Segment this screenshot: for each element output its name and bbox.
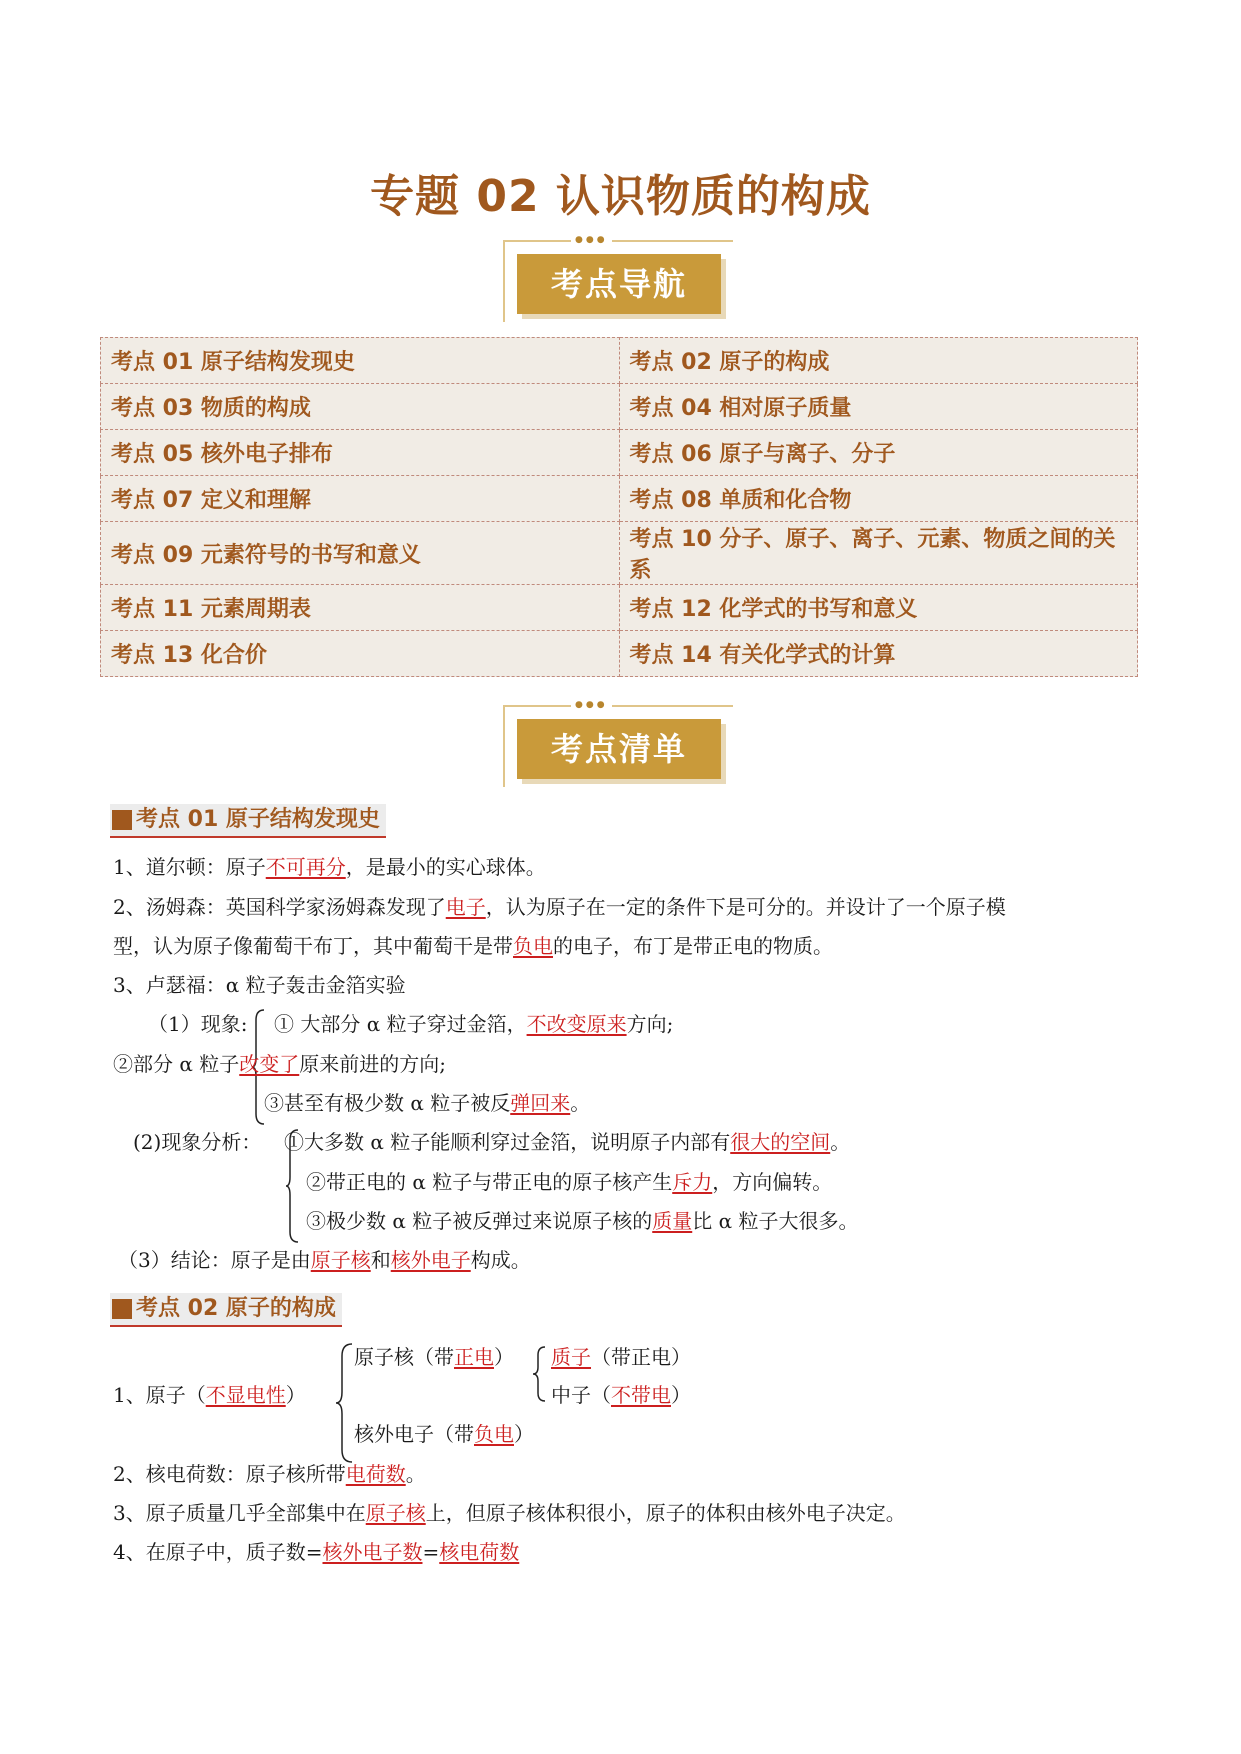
answer-blank: 负电 [474, 1422, 514, 1446]
nav-row [101, 522, 1138, 585]
text-line: 3、原子质量几乎全部集中在原子核上，但原子核体积很小，原子的体积由核外电子决定。 [113, 1501, 906, 1525]
nav-topic-item: 考点 14 有关化学式的计算 [619, 631, 1138, 677]
nucleus-label: 原子核（带正电） [354, 1345, 514, 1369]
answer-blank: 不可再分 [265, 855, 346, 879]
nav-topic-item: 考点 06 原子与离子、分子 [619, 430, 1138, 476]
answer-blank: 电荷数 [345, 1462, 406, 1486]
square-bullet-icon [112, 1299, 132, 1319]
text-line: （3）结论：原子是由原子核和核外电子构成。 [118, 1248, 531, 1272]
nav-topic-item: 考点 07 定义和理解 [101, 476, 620, 522]
nav-topic-item: 考点 13 化合价 [101, 631, 620, 677]
atom-label: 1、原子（不显电性） [113, 1383, 306, 1407]
nav-row [101, 476, 1138, 522]
answer-blank: 斥力 [672, 1170, 713, 1194]
neutron-label: 中子（不带电） [551, 1383, 691, 1407]
nav-topic-item: 考点 03 物质的构成 [101, 384, 620, 430]
section-heading-label: 考点 01 原子结构发现史 [136, 807, 380, 832]
text-line: 1、道尔顿：原子不可再分，是最小的实心球体。 [113, 855, 546, 879]
text-line: ③甚至有极少数 α 粒子被反弹回来。 [264, 1091, 591, 1115]
electron-label: 核外电子（带负电） [354, 1422, 534, 1446]
nav-topic-item: 考点 05 核外电子排布 [101, 430, 620, 476]
text-line: 4、在原子中，质子数=核外电子数=核电荷数 [113, 1540, 520, 1564]
list-banner [503, 700, 735, 789]
answer-blank: 不改变原来 [526, 1012, 627, 1036]
square-bullet-icon [112, 810, 132, 830]
brace-icon [336, 1342, 354, 1464]
nav-topic-item: 考点 08 单质和化合物 [619, 476, 1138, 522]
nav-banner [503, 235, 735, 324]
nav-topic-item: 考点 02 原子的构成 [619, 338, 1138, 384]
answer-blank: 很大的空间 [730, 1130, 831, 1154]
list-banner-label: 考点清单 [550, 730, 687, 768]
page-title: 专题 02 认识物质的构成 [370, 171, 871, 222]
text-line: ②部分 α 粒子改变了原来前进的方向; [113, 1052, 446, 1076]
answer-blank: 核外电子 [390, 1248, 471, 1272]
answer-blank: 弹回来 [510, 1091, 571, 1115]
answer-blank: 正电 [454, 1345, 494, 1369]
section-heading-01 [110, 804, 386, 838]
phenomenon-label: （1）现象: [148, 1012, 248, 1036]
answer-blank: 改变了 [239, 1052, 300, 1076]
nav-topic-item: 考点 10 分子、原子、离子、元素、物质之间的关系 [619, 522, 1138, 585]
text-line: ③极少数 α 粒子被反弹过来说原子核的质量比 α 粒子大很多。 [306, 1209, 859, 1233]
dots-decoration: ●●● [571, 700, 612, 710]
nav-topic-item: 考点 09 元素符号的书写和意义 [101, 522, 620, 585]
analysis-label: (2)现象分析： [133, 1130, 262, 1154]
answer-blank: 原子核 [365, 1501, 426, 1525]
answer-blank: 不带电 [611, 1383, 671, 1407]
nav-topic-item: 考点 04 相对原子质量 [619, 384, 1138, 430]
text-line: ②带正电的 α 粒子与带正电的原子核产生斥力，方向偏转。 [306, 1170, 833, 1194]
answer-blank: 原子核 [310, 1248, 371, 1272]
answer-blank: 电子 [445, 895, 486, 919]
answer-blank: 不显电性 [205, 1383, 286, 1407]
nav-row [101, 384, 1138, 430]
answer-blank: 质量 [652, 1209, 693, 1233]
proton-label: 质子（带正电） [551, 1345, 691, 1369]
text-line: 2、汤姆森：英国科学家汤姆森发现了电子，认为原子在一定的条件下是可分的。并设计了一个原子模 [113, 895, 1006, 919]
section-heading-02 [110, 1293, 342, 1327]
answer-blank: 核外电子数 [322, 1540, 423, 1564]
nav-topic-item: 考点 01 原子结构发现史 [101, 338, 620, 384]
nav-row [101, 430, 1138, 476]
nav-row [101, 338, 1138, 384]
text-line: ①大多数 α 粒子能顺利穿过金箔，说明原子内部有很大的空间。 [284, 1130, 851, 1154]
dots-decoration: ●●● [571, 235, 612, 245]
answer-blank: 核电荷数 [439, 1540, 520, 1564]
nav-banner-label: 考点导航 [550, 265, 687, 303]
text-line: 3、卢瑟福：α 粒子轰击金箔实验 [113, 973, 406, 997]
text-line: 2、核电荷数：原子核所带电荷数。 [113, 1462, 426, 1486]
text-line: 型，认为原子像葡萄干布丁，其中葡萄干是带负电的电子，布丁是带正电的物质。 [113, 934, 833, 958]
nav-row [101, 631, 1138, 677]
answer-blank: 负电 [513, 934, 553, 958]
brace-icon [533, 1345, 547, 1403]
section-heading-label: 考点 02 原子的构成 [136, 1296, 336, 1321]
nav-row [101, 585, 1138, 631]
answer-blank: 质子 [551, 1345, 591, 1369]
topic-nav-table [100, 337, 1138, 677]
nav-topic-item: 考点 11 元素周期表 [101, 585, 620, 631]
nav-topic-item: 考点 12 化学式的书写和意义 [619, 585, 1138, 631]
text-line: ① 大部分 α 粒子穿过金箔，不改变原来方向; [274, 1012, 674, 1036]
